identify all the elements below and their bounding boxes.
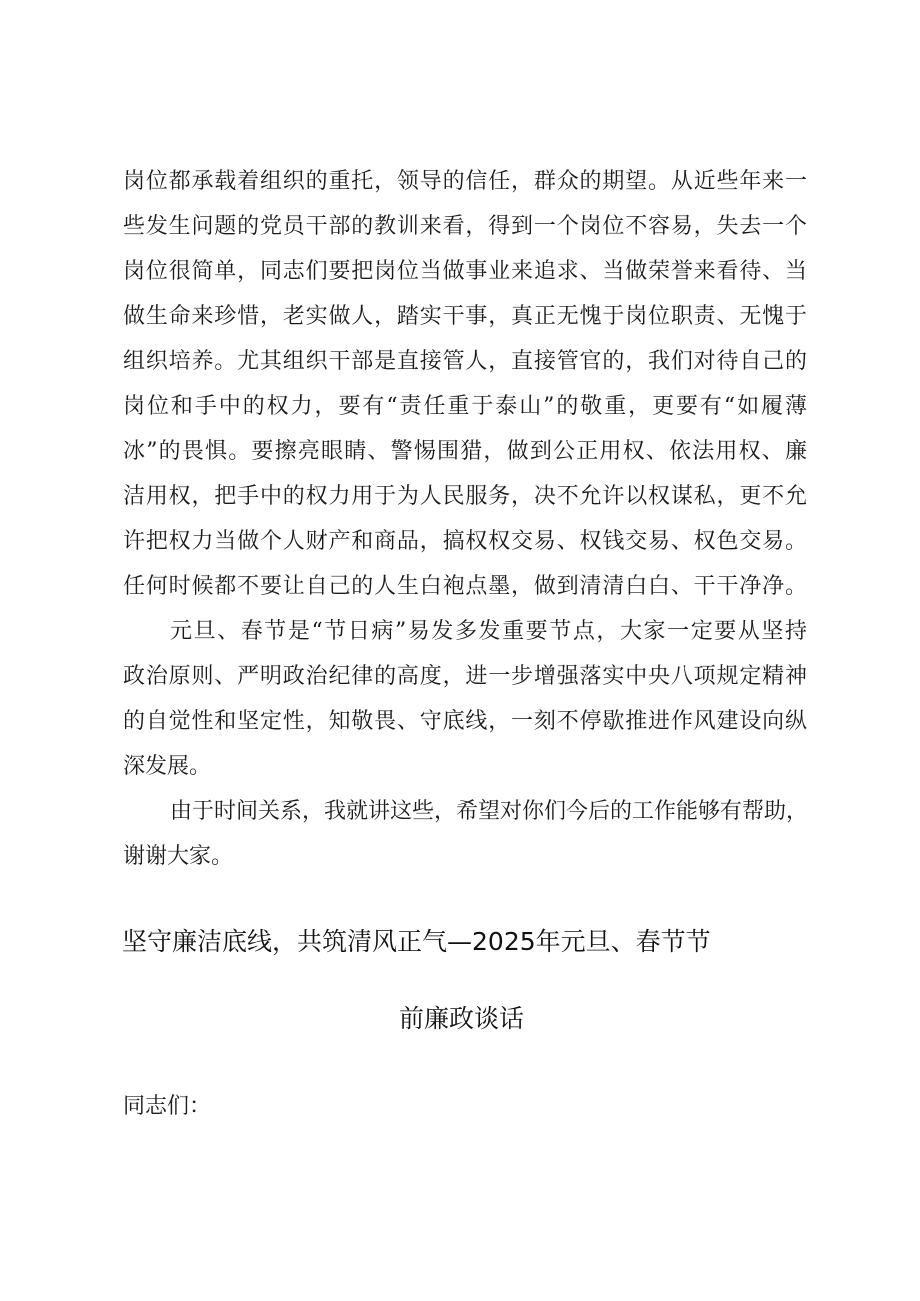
paragraph-line: 任何时候都不要让自己的人生白袍点墨，做到清清白白、干干净净。 bbox=[123, 574, 807, 599]
paragraph-line: 深发展。 bbox=[123, 754, 212, 779]
salutation: 同志们： bbox=[123, 1094, 212, 1119]
paragraph-line: 岗位和手中的权力，要有“责任重于泰山”的敬重，更要有“如履薄 bbox=[123, 394, 807, 419]
paragraph-line: 些发生问题的党员干部的教训来看，得到一个岗位不容易，失去一个 bbox=[123, 214, 807, 239]
paragraph-line: 的自觉性和坚定性，知敬畏、守底线，一刻不停歇推进作风建设向纵 bbox=[123, 709, 807, 734]
paragraph-line: 许把权力当做个人财产和商品，搞权权交易、权钱交易、权色交易。 bbox=[123, 529, 807, 554]
paragraph-line: 做生命来珍惜，老实做人，踏实干事，真正无愧于岗位职责、无愧于 bbox=[123, 304, 807, 329]
paragraph-line: 元旦、春节是“节日病”易发多发重要节点，大家一定要从坚持 bbox=[170, 619, 807, 644]
paragraph-line: 组织培养。尤其组织干部是直接管人，直接管官的，我们对待自己的 bbox=[123, 349, 807, 374]
paragraph-line: 洁用权，把手中的权力用于为人民服务，决不允许以权谋私，更不允 bbox=[123, 484, 807, 509]
paragraph-line: 由于时间关系，我就讲这些，希望对你们今后的工作能够有帮助， bbox=[170, 799, 809, 824]
paragraph-line: 谢谢大家。 bbox=[123, 844, 234, 869]
paragraph-line: 政治原则、严明政治纪律的高度，进一步增强落实中央八项规定精神 bbox=[123, 664, 807, 689]
paragraph-line: 岗位很简单，同志们要把岗位当做事业来追求、当做荣誉来看待、当 bbox=[123, 259, 807, 284]
title-line-2: 前廉政谈话 bbox=[399, 1004, 525, 1033]
paragraph-line: 岗位都承载着组织的重托，领导的信任，群众的期望。从近些年来一 bbox=[123, 169, 807, 194]
paragraph-line: 冰”的畏惧。要擦亮眼睛、警惕围猎，做到公正用权、依法用权、廉 bbox=[123, 439, 807, 464]
title-line-1: 坚守廉洁底线，共筑清风正气—2025年元旦、春节节 bbox=[122, 927, 711, 956]
